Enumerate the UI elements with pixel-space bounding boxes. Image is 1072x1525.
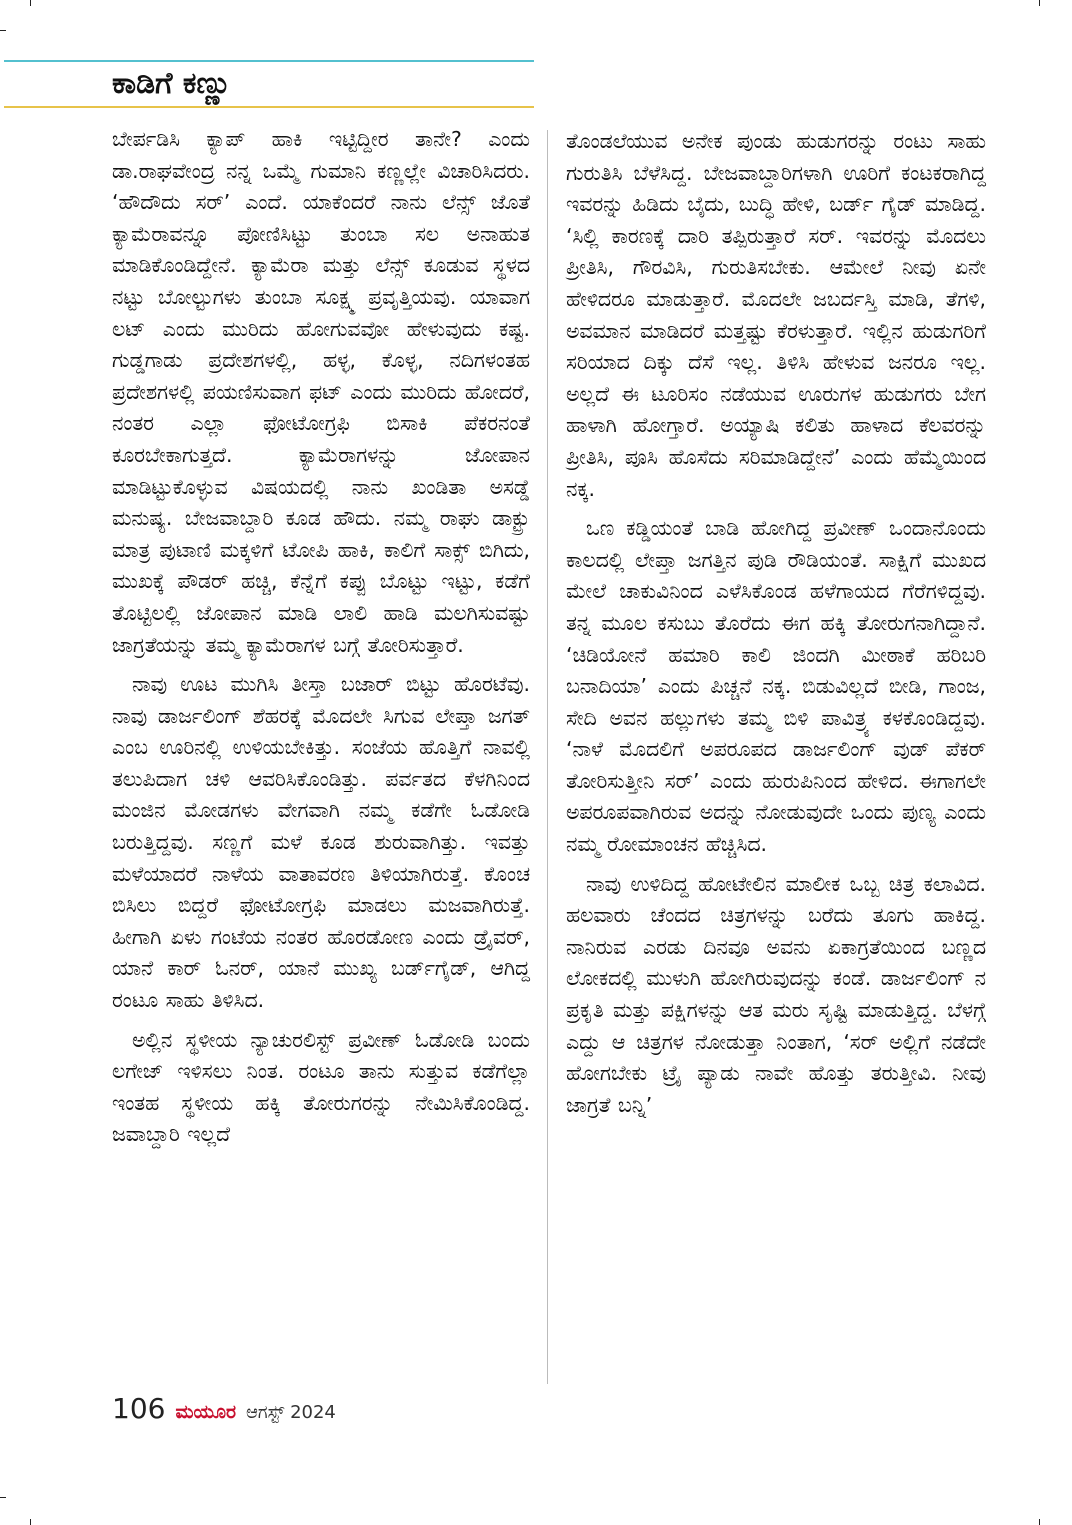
crop-mark [1039, 0, 1040, 6]
issue-date: ಆಗಸ್ಟ್ 2024 [246, 1402, 336, 1423]
crop-mark [0, 30, 6, 31]
page-number: 106 [112, 1392, 166, 1425]
header-rule-bottom [4, 106, 534, 108]
crop-mark [0, 1497, 6, 1498]
paragraph: ಒಣ ಕಡ್ಡಿಯಂತೆ ಬಾಡಿ ಹೋಗಿದ್ದ ಪ್ರವೀಣ್ ಒಂದಾನೊಂದು ಕಾಲದಲ್ಲಿ ಲೇಪ್ತಾ ಜಗತ್ತಿನ ಪುಡಿ ರೌಡಿಯಂತೆ. ಸಾಕ್ಷಿಗೆ ಮುಖದ ಮೇಲೆ ಚಾಕುವಿನಿಂದ ಎಳೆಸಿಕೊಂಡ ಹಳೆಗಾಯದ ಗೆರೆಗಳಿದ್ದವು. ತನ್ನ ಮೂಲ ಕಸುಬು ತೊರೆದು ಈಗ ಹಕ್ಕಿ ತೋರುಗನಾಗಿದ್ದಾನೆ. ‘ಚಿಡಿಯೋನೆ ಹಮಾರಿ ಕಾಲಿ ಜಿಂದಗಿ ಮೀಠಾಕೆ ಹರಿಬರಿ ಬನಾದಿಯಾ’ ಎಂದು ಪಿಚ್ಚನೆ ನಕ್ಕ. ಬಿಡುವಿಲ್ಲದೆ ಬೀಡಿ, ಗಾಂಜ, ಸೇದಿ ಅವನ ಹಲ್ಲುಗಳು ತಮ್ಮ ಬಿಳಿ ಪಾವಿತ್ರ್ಯ ಕಳಕೊಂಡಿದ್ದವು. ‘ನಾಳೆ ಮೊದಲಿಗೆ ಅಪರೂಪದ ಡಾರ್ಜಲಿಂಗ್ ವುಡ್ ಪೆಕರ್ ತೋರಿಸುತ್ತೀನಿ ಸರ್’ ಎಂದು ಹುರುಪಿನಿಂದ ಹೇಳಿದ. ಈಗಾಗಲೇ ಅಪರೂಪವಾಗಿರುವ ಅದನ್ನು ನೋಡುವುದೇ ಒಂದು ಪುಣ್ಯ ಎಂದು ನಮ್ಮ ರೋಮಾಂಚನ ಹೆಚ್ಚಿಸಿದ. [566, 516, 986, 857]
column-divider [547, 130, 548, 1384]
paragraph: ಬೇರ್ಪಡಿಸಿ ಕ್ಯಾಪ್ ಹಾಕಿ ಇಟ್ಟಿದ್ದೀರ ತಾನೇ? ಎಂದು ಡಾ.ರಾಘವೇಂದ್ರ ನನ್ನ ಒಮ್ಮೆ ಗುಮಾನಿ ಕಣ್ಣಲ್ಲೇ ವಿಚಾರಿಸಿದರು. ‘ಹೌದೌದು ಸರ್’ ಎಂದೆ. ಯಾಕೆಂದರೆ ನಾನು ಲೆನ್ಸ್ ಜೊತೆ ಕ್ಯಾಮೆರಾವನ್ನೂ ಪೋಣಿಸಿಟ್ಟು ತುಂಬಾ ಸಲ ಅನಾಹುತ ಮಾಡಿಕೊಂಡಿದ್ದೇನೆ. ಕ್ಯಾಮೆರಾ ಮತ್ತು ಲೆನ್ಸ್ ಕೂಡುವ ಸ್ಥಳದ ನಟ್ಟು ಬೋಲ್ಟುಗಳು ತುಂಬಾ ಸೂಕ್ಷ್ಮ ಪ್ರವೃತ್ತಿಯವು. ಯಾವಾಗ ಲಟ್ ಎಂದು ಮುರಿದು ಹೋಗುವವೋ ಹೇಳುವುದು ಕಷ್ಟ. ಗುಡ್ಡಗಾಡು ಪ್ರದೇಶಗಳಲ್ಲಿ, ಹಳ್ಳ, ಕೊಳ್ಳ, ನದಿಗಳಂತಹ ಪ್ರದೇಶಗಳಲ್ಲಿ ಪಯಣಿಸುವಾಗ ಫಟ್ ಎಂದು ಮುರಿದು ಹೋದರೆ, ನಂತರ ಎಲ್ಲಾ ಫೋಟೋಗ್ರಫಿ ಬಿಸಾಕಿ ಪೆಕರನಂತೆ ಕೂರಬೇಕಾಗುತ್ತದೆ. ಕ್ಯಾಮೆರಾಗಳನ್ನು ಜೋಪಾನ ಮಾಡಿಟ್ಟುಕೊಳ್ಳುವ ವಿಷಯದಲ್ಲಿ ನಾನು ಖಂಡಿತಾ ಅಸಡ್ಡೆ ಮನುಷ್ಯ. ಬೇಜವಾಬ್ದಾರಿ ಕೂಡ ಹೌದು. ನಮ್ಮ ರಾಘು ಡಾಕ್ಟ್ರು ಮಾತ್ರ ಪುಟಾಣಿ ಮಕ್ಕಳಿಗೆ ಟೋಪಿ ಹಾಕಿ, ಕಾಲಿಗೆ ಸಾಕ್ಸ್ ಬಿಗಿದು, ಮುಖಕ್ಕೆ ಪೌಡರ್ ಹಚ್ಚಿ, ಕೆನ್ನೆಗೆ ಕಪ್ಪು ಬೊಟ್ಟು ಇಟ್ಟು, ಕಡೆಗೆ ತೊಟ್ಟಿಲಲ್ಲಿ ಜೋಪಾನ ಮಾಡಿ ಲಾಲಿ ಹಾಡಿ ಮಲಗಿಸುವಷ್ಟು ಜಾಗ್ರತೆಯನ್ನು ತಮ್ಮ ಕ್ಯಾಮೆರಾಗಳ ಬಗ್ಗೆ ತೋರಿಸುತ್ತಾರೆ. [112, 127, 530, 657]
article-column-right [566, 126, 986, 1121]
paragraph: ಅಲ್ಲಿನ ಸ್ಥಳೀಯ ನ್ಯಾಚುರಲಿಸ್ಟ್ ಪ್ರವೀಣ್ ಓಡೋಡಿ ಬಂದು ಲಗೇಜ್ ಇಳಿಸಲು ನಿಂತ. ರಂಟೂ ತಾನು ಸುತ್ತುವ ಕಡೆಗೆಲ್ಲಾ ಇಂತಹ ಸ್ಥಳೀಯ ಹಕ್ಕಿ ತೋರುಗರನ್ನು ನೇಮಿಸಿಕೊಂಡಿದ್ದ. ಜವಾಬ್ದಾರಿ ಇಲ್ಲದೆ [112, 1027, 530, 1147]
paragraph: ನಾವು ಉಳಿದಿದ್ದ ಹೋಟೇಲಿನ ಮಾಲೀಕ ಒಬ್ಬ ಚಿತ್ರ ಕಲಾವಿದ. ಹಲವಾರು ಚೆಂದದ ಚಿತ್ರಗಳನ್ನು ಬರೆದು ತೂಗು ಹಾಕಿದ್ದ. ನಾನಿರುವ ಎರಡು ದಿನವೂ ಅವನು ಏಕಾಗ್ರತೆಯಿಂದ ಬಣ್ಣದ ಲೋಕದಲ್ಲಿ ಮುಳುಗಿ ಹೋಗಿರುವುದನ್ನು ಕಂಡೆ. ಡಾರ್ಜಲಿಂಗ್ ನ ಪ್ರಕೃತಿ ಮತ್ತು ಪಕ್ಷಿಗಳನ್ನು ಆತ ಮರು ಸೃಷ್ಟಿ ಮಾಡುತ್ತಿದ್ದ. ಬೆಳಗ್ಗೆ ಎದ್ದು ಆ ಚಿತ್ರಗಳ ನೋಡುತ್ತಾ ನಿಂತಾಗ, ‘ಸರ್ ಅಲ್ಲಿಗೆ ನಡೆದೇ ಹೋಗಬೇಕು ಟ್ರೈ ಪ್ಯಾಡು ನಾವೇ ಹೊತ್ತು ತರುತ್ತೀವಿ. ನೀವು ಜಾಗ್ರತೆ ಬನ್ನಿ’ [566, 871, 986, 1117]
crop-mark [30, 0, 31, 6]
article-column-left [112, 124, 530, 1151]
paragraph: ತೊಂಡಲೆಯುವ ಅನೇಕ ಪುಂಡು ಹುಡುಗರನ್ನು ರಂಟು ಸಾಹು ಗುರುತಿಸಿ ಬೆಳೆಸಿದ್ದ. ಬೇಜವಾಬ್ದಾರಿಗಳಾಗಿ ಊರಿಗೆ ಕಂಟಕರಾಗಿದ್ದ ಇವರನ್ನು ಹಿಡಿದು ಬೈದು, ಬುದ್ಧಿ ಹೇಳಿ, ಬರ್ಡ್ ಗೈಡ್ ಮಾಡಿದ್ದ. ‘ಸಿಲ್ಲಿ ಕಾರಣಕ್ಕೆ ದಾರಿ ತಪ್ಪಿರುತ್ತಾರೆ ಸರ್. ಇವರನ್ನು ಮೊದಲು ಪ್ರೀತಿಸಿ, ಗೌರವಿಸಿ, ಗುರುತಿಸಬೇಕು. ಆಮೇಲೆ ನೀವು ಏನೇ ಹೇಳಿದರೂ ಮಾಡುತ್ತಾರೆ. ಮೊದಲೇ ಜಬರ್ದಸ್ತಿ ಮಾಡಿ, ತೆಗಳಿ, ಅವಮಾನ ಮಾಡಿದರೆ ಮತ್ತಷ್ಟು ಕೆರಳುತ್ತಾರೆ. ಇಲ್ಲಿನ ಹುಡುಗರಿಗೆ ಸರಿಯಾದ ದಿಕ್ಕು ದೆಸೆ ಇಲ್ಲ. ತಿಳಿಸಿ ಹೇಳುವ ಜನರೂ ಇಲ್ಲ. ಅಲ್ಲದೆ ಈ ಟೂರಿಸಂ ನಡೆಯುವ ಊರುಗಳ ಹುಡುಗರು ಬೇಗ ಹಾಳಾಗಿ ಹೋಗ್ತಾರೆ. ಅಯ್ಯಾಷಿ ಕಲಿತು ಹಾಳಾದ ಕೆಲವರನ್ನು ಪ್ರೀತಿಸಿ, ಪೂಸಿ ಹೊಸೆದು ಸರಿಮಾಡಿದ್ದೇನೆ’ ಎಂದು ಹೆಮ್ಮೆಯಿಂದ ನಕ್ಕ. [566, 129, 986, 501]
header-rule-top [4, 60, 534, 62]
crop-mark [1039, 1519, 1040, 1525]
magazine-logo: ಮಯೂರ [175, 1401, 237, 1423]
paragraph: ನಾವು ಊಟ ಮುಗಿಸಿ ತೀಸ್ತಾ ಬಜಾರ್ ಬಿಟ್ಟು ಹೊರಟೆವು. ನಾವು ಡಾರ್ಜಲಿಂಗ್ ಶೆಹರಕ್ಕೆ ಮೊದಲೇ ಸಿಗುವ ಲೇಪ್ತಾ ಜಗತ್ ಎಂಬ ಊರಿನಲ್ಲಿ ಉಳಿಯಬೇಕಿತ್ತು. ಸಂಜೆಯ ಹೊತ್ತಿಗೆ ನಾವಲ್ಲಿ ತಲುಪಿದಾಗ ಚಳಿ ಆವರಿಸಿಕೊಂಡಿತ್ತು. ಪರ್ವತದ ಕೆಳಗಿನಿಂದ ಮಂಜಿನ ಮೋಡಗಳು ವೇಗವಾಗಿ ನಮ್ಮ ಕಡೆಗೇ ಓಡೋಡಿ ಬರುತ್ತಿದ್ದವು. ಸಣ್ಣಗೆ ಮಳೆ ಕೂಡ ಶುರುವಾಗಿತ್ತು. ಇವತ್ತು ಮಳೆಯಾದರೆ ನಾಳೆಯ ವಾತಾವರಣ ತಿಳಿಯಾಗಿರುತ್ತೆ. ಕೊಂಚ ಬಿಸಿಲು ಬಿದ್ದರೆ ಫೋಟೋಗ್ರಫಿ ಮಾಡಲು ಮಜವಾಗಿರುತ್ತೆ. ಹೀಗಾಗಿ ಏಳು ಗಂಟೆಯ ನಂತರ ಹೊರಡೋಣ ಎಂದು ಡ್ರೈವರ್, ಯಾನೆ ಕಾರ್ ಓನರ್, ಯಾನೆ ಮುಖ್ಯ ಬರ್ಡ್‌ಗೈಡ್, ಆಗಿದ್ದ ರಂಟೂ ಸಾಹು ತಿಳಿಸಿದ. [112, 672, 530, 1013]
page-footer [112, 1392, 336, 1432]
crop-mark [30, 1519, 31, 1525]
section-title: ಕಾಡಿಗೆ ಕಣ್ಣು [112, 66, 232, 101]
